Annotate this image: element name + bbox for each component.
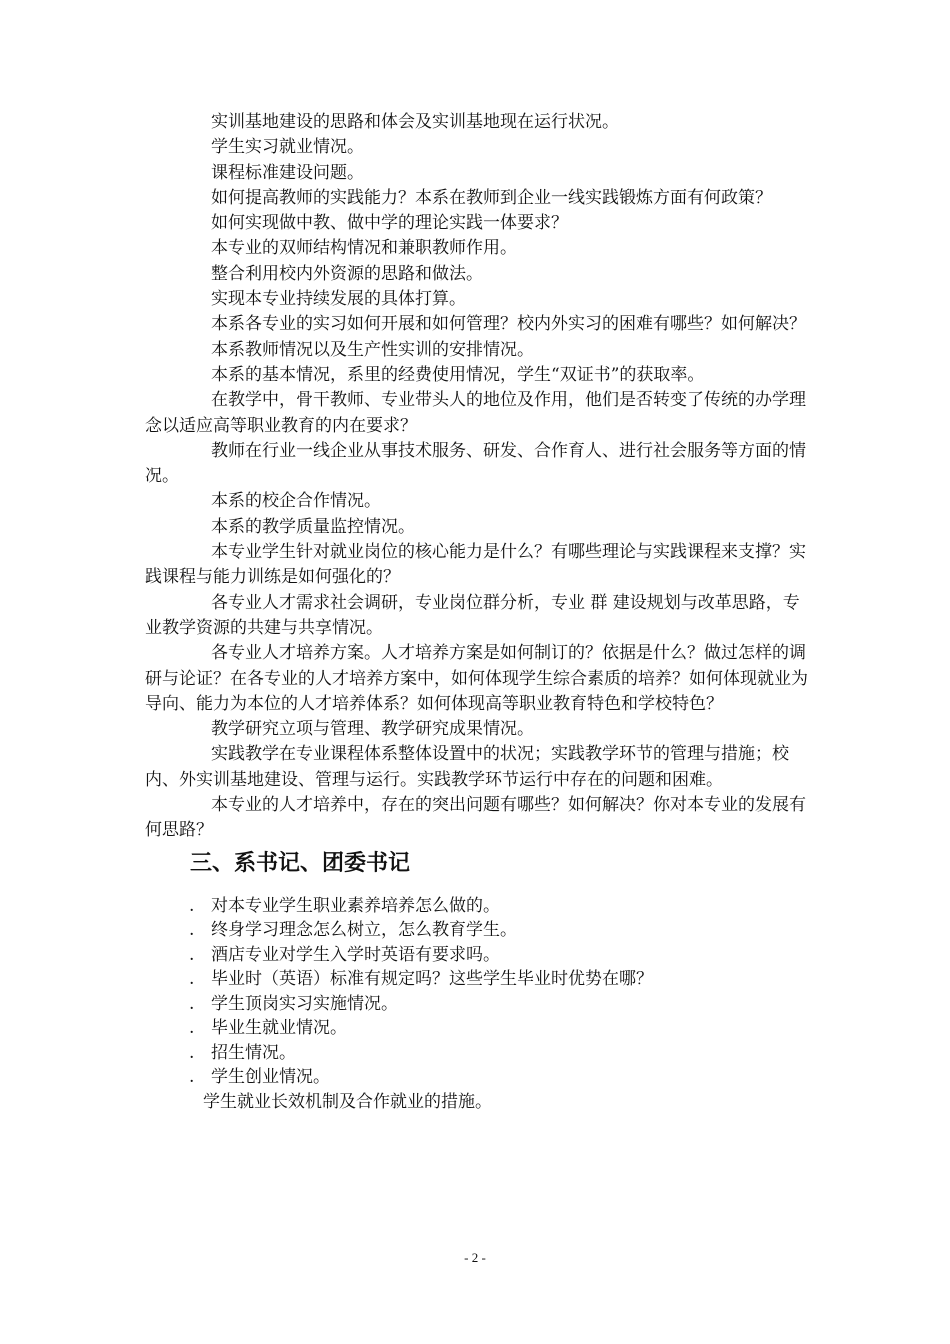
paragraph: 本专业的人才培养中，存在的突出问题有哪些？如何解决？你对本专业的发展有何思路？	[145, 795, 806, 841]
list-item	[145, 967, 810, 992]
list-item-text: 终身学习理念怎么树立，怎么教育学生。	[211, 920, 517, 941]
list-item-text: 毕业生就业情况。	[211, 1018, 347, 1039]
bullet-list	[145, 894, 810, 1090]
list-item-text: 学生顶岗实习实施情况。	[211, 993, 398, 1014]
list-item-text: 毕业时（英语）标准有规定吗？这些学生毕业时优势在哪？	[211, 969, 653, 990]
paragraph: 本系的基本情况，系里的经费使用情况，学生“双证书”的获取率。	[211, 364, 705, 385]
list-item-text: 酒店专业对学生入学时英语有要求吗。	[211, 944, 500, 965]
list-item	[145, 943, 810, 968]
paragraph: 各专业人才培养方案。人才培养方案是如何制订的？依据是什么？做过怎样的调研与论证？在各专业的人才培养方案中，如何体现学生综合素质的培养？如何体现就业为导向、能力为本位的人才培养体系？如何体现高等职业教育特色和学校特色？	[145, 643, 808, 714]
paragraph: 各专业人才需求社会调研，专业岗位群分析，专业 群 建设规划与改革思路，专业教学资源的共建与共享情况。	[145, 592, 800, 638]
paragraph: 实现本专业持续发展的具体打算。	[211, 289, 466, 310]
paragraph: 本专业学生针对就业岗位的核心能力是什么？有哪些理论与实践课程来支撑？实践课程与能力训练是如何强化的？	[145, 542, 806, 588]
page-number: - 2 -	[464, 1250, 486, 1265]
paragraph: 实践教学在专业课程体系整体设置中的状况；实践教学环节的管理与措施；校内、外实训基地建设、管理与运行。实践教学环节运行中存在的问题和困难。	[145, 744, 789, 790]
paragraph: 教师在行业一线企业从事技术服务、研发、合作育人、进行社会服务等方面的情况。	[145, 440, 806, 487]
list-item	[145, 992, 810, 1017]
list-item	[145, 894, 810, 919]
section-heading: 三、系书记、团委书记	[190, 850, 411, 876]
paragraph: 学生实习就业情况。	[211, 137, 364, 158]
list-item	[145, 918, 810, 943]
document-body	[145, 110, 810, 1114]
bullet-marker: .	[189, 895, 195, 916]
paragraph: 如何提高教师的实践能力？本系在教师到企业一线实践锻炼方面有何政策？	[211, 187, 772, 208]
bullet-marker: .	[189, 1067, 195, 1088]
list-item-text: 学生创业情况。	[211, 1067, 330, 1088]
paragraph: 本系各专业的实习如何开展和如何管理？校内外实习的困难有哪些？如何解决？	[211, 314, 806, 335]
paragraph: 整合利用校内外资源的思路和做法。	[211, 263, 483, 284]
bullet-marker: .	[189, 944, 195, 965]
list-item	[145, 1041, 810, 1066]
paragraph: 实训基地建设的思路和体会及实训基地现在运行状况。	[211, 112, 619, 132]
list-item	[145, 1065, 810, 1090]
list-item	[145, 1016, 810, 1041]
paragraph: 教学研究立项与管理、教学研究成果情况。	[211, 719, 534, 740]
paragraph: 在教学中，骨干教师、专业带头人的地位及作用，他们是否转变了传统的办学理念以适应高等职业教育的内在要求？	[145, 390, 806, 436]
bullet-marker: .	[189, 969, 195, 990]
list-item-text: 对本专业学生职业素养培养怎么做的。	[211, 895, 500, 916]
bullet-marker: .	[189, 1018, 195, 1039]
bullet-marker: .	[189, 920, 195, 941]
paragraph: 课程标准建设问题。	[211, 162, 364, 183]
paragraph: 本系教师情况以及生产性实训的安排情况。	[211, 339, 534, 360]
bullet-marker: .	[189, 1042, 195, 1063]
final-line: 学生就业长效机制及合作就业的措施。	[203, 1091, 492, 1112]
paragraph: 本系的校企合作情况。	[211, 491, 381, 512]
paragraph: 如何实现做中教、做中学的理论实践一体要求？	[211, 213, 568, 234]
paragraph: 本系的教学质量监控情况。	[211, 516, 415, 537]
list-item-text: 招生情况。	[211, 1042, 296, 1063]
bullet-marker: .	[189, 993, 195, 1014]
paragraph: 本专业的双师结构情况和兼职教师作用。	[211, 238, 517, 259]
